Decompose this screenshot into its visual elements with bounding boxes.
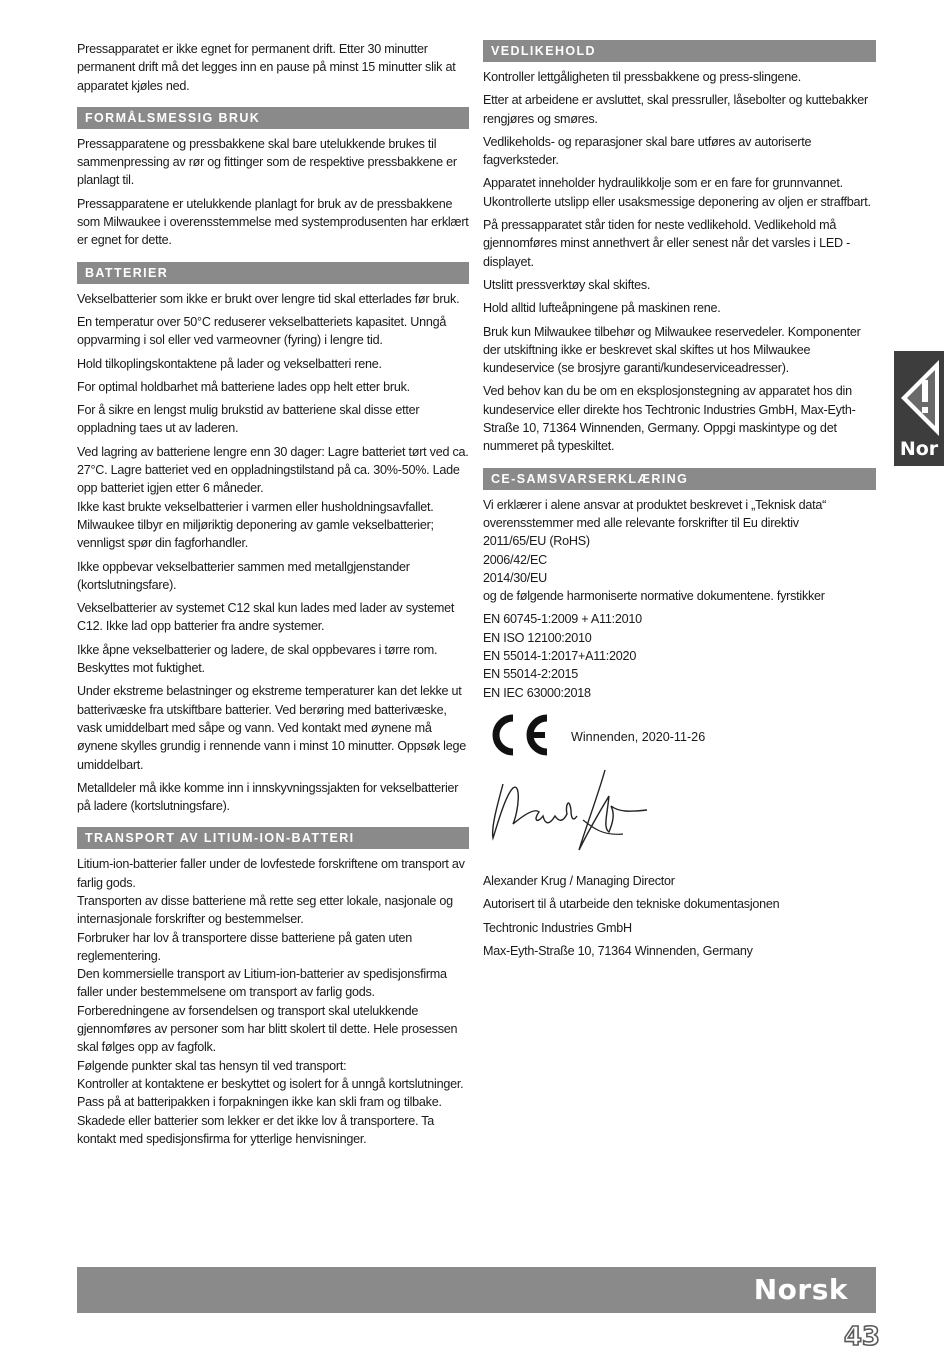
page-number: 43 (843, 1322, 880, 1352)
paragraph: En temperatur over 50°C reduserer vekselbatteriets kapasitet. Unngå oppvarming i sol eller ved varmeovner (fyring) i lengre tid. (77, 314, 447, 348)
paragraph: Pressapparatene og pressbakkene skal bare utelukkende brukes til sammenpressing av rør og fittinger som de respektive pressbakkene er planlagt til. (77, 136, 457, 188)
standard-item: EN 55014-2:2015 (483, 667, 578, 682)
paragraph: Den kommersielle transport av Litium-ion-batterier av spedisjonsfirma faller under bestemmelsene om transport av farlig gods. Forberedningene av forsendelsen og transport skal utelukkende gjennomføres av personer som har blitt skolert til dette. Hele prosessen skal følges opp av fagfolk. (77, 967, 458, 1055)
section-heading-vedlikehold: VEDLIKEHOLD (483, 40, 876, 62)
section-heading-formalsmessig-bruk: FORMÅLSMESSIG BRUK (77, 107, 469, 129)
paragraph: Transporten av disse batteriene må rette seg etter lokale, nasjonale og internasjonale forskrifter og bestemmelser. (77, 893, 453, 927)
paragraph: Vekselbatterier som ikke er brukt over lengre tid skal etterlades før bruk. (77, 291, 460, 306)
authorized-text: Autorisert til å utarbeide den tekniske dokumentasjonen (483, 897, 780, 912)
paragraph: Ved lagring av batteriene lengre enn 30 dager: Lagre batteriet tørt ved ca. 27°C. Lagre batteriet ved en oppladningstilstand på ca. 30%-50%. Lade opp batteriet igjen etter 6 måneder. (77, 444, 469, 496)
paragraph: Ved behov kan du be om en eksplosjonstegning av apparatet hos din kundeservice eller direkte hos Techtronic Industries GmbH, Max-Eyth-Straße 10, 71364 Winnenden, Germany. Oppgi maskintype og det nummeret på typeskiltet. (483, 384, 856, 454)
paragraph: Kontroller lettgåligheten til pressbakkene og press-slingene. (483, 70, 801, 84)
left-column (77, 40, 469, 1148)
ce-intro: Vi erklærer i alene ansvar at produktet beskrevet i „Teknisk data“ overensstemmer med alle relevante forskrifter til Eu direktiv (483, 497, 827, 530)
directive-item: 2006/42/EC (483, 552, 548, 567)
paragraph: Vedlikeholds- og reparasjoner skal bare utføres av autoriserte fagverksteder. (483, 134, 812, 168)
standard-item: EN IEC 63000:2018 (483, 685, 591, 700)
directive-item: 2011/65/EU (RoHS) (483, 534, 590, 549)
section-heading-transport: TRANSPORT AV LITIUM-ION-BATTERI (77, 827, 469, 849)
paragraph: Utslitt pressverktøy skal skiftes. (483, 277, 651, 292)
paragraph: Apparatet inneholder hydraulikkolje som er en fare for grunnvannet. Ukontrollerte utslipp eller usaksmessige deponering av oljen er straffbart. (483, 176, 871, 209)
intro-paragraph: Pressapparatet er ikke egnet for permanent drift. Etter 30 minutter permanent drift må det legges inn en pause på minst 15 minutter slik at apparatet kjøles ned. (77, 42, 456, 93)
paragraph: For optimal holdbarhet må batteriene lades opp helt etter bruk. (77, 379, 410, 394)
company-name: Techtronic Industries GmbH (483, 920, 632, 935)
side-tab-label: Nor (899, 438, 939, 460)
standard-item: EN 55014-1:2017+A11:2020 (483, 649, 637, 664)
signature (483, 766, 876, 866)
paragraph: Ikke åpne vekselbatterier og ladere, de skal oppbevares i tørre rom. Beskyttes mot fuktighet. (77, 642, 438, 676)
ce-mark-block (483, 708, 876, 766)
signature-icon (483, 766, 653, 866)
paragraph: Etter at arbeidene er avsluttet, skal pressruller, låsebolter og kuttebakker rengjøres og smøres. (483, 93, 868, 126)
standard-item: EN 60745-1:2009 + A11:2010 (483, 612, 642, 627)
paragraph: På pressapparatet står tiden for neste vedlikehold. Vedlikehold må gjennomføres minst annethvert år eller senest når det varsles i LED - displayet. (483, 218, 851, 269)
footer-bar (77, 1267, 876, 1313)
right-column (483, 40, 876, 965)
place-date: Winnenden, 2020-11-26 (571, 729, 706, 744)
standard-item: EN ISO 12100:2010 (483, 630, 592, 645)
paragraph: Ikke kast brukte vekselbatterier i varmen eller husholdningsavfallet. Milwaukee tilbyr en miljøriktig deponering av gamle vekselbatterier; vennligst spør din fagforhandler. (77, 499, 434, 551)
standards-intro: og de følgende harmoniserte normative dokumentene. fyrstikker (483, 589, 825, 604)
company-address: Max-Eyth-Straße 10, 71364 Winnenden, Germany (483, 943, 753, 958)
paragraph: Metalldeler må ikke komme inn i innskyvningssjakten for vekselbatterier på ladere (kortslutningsfare). (77, 780, 459, 814)
section-heading-ce: CE-SAMSVARSERKLÆRING (483, 468, 876, 490)
paragraph: For å sikre en lengst mulig brukstid av batteriene skal disse etter oppladning taes ut av laderen. (77, 403, 420, 436)
paragraph: Pressapparatene er utelukkende planlagt for bruk av de pressbakkene som Milwaukee i overensstemmelse med systemprodusenten har erklært er egnet for dette. (77, 196, 469, 248)
paragraph: Under ekstreme belastninger og ekstreme temperaturer kan det lekke ut batterivæske fra utskiftbare batterier. Ved berøring med batterivæske, vask umiddelbart med såpe og vann. Ved kontakt med øynene må øynene skylles grundig i rennende vann i minst 10 minutter. Oppsøk lege umiddelbart. (77, 684, 466, 772)
warning-icon (899, 358, 939, 436)
paragraph: Bruk kun Milwaukee tilbehør og Milwaukee reservedeler. Komponenter der utskiftning ikke er beskrevet skal skiftes ut hos Milwaukee kundeservice (se brosjyre garanti/kundeserviceadresser). (483, 324, 861, 376)
paragraph: Hold tilkoplingskontaktene på lader og vekselbatteri rene. (77, 356, 382, 371)
paragraph: Vekselbatterier av systemet C12 skal kun lades med lader av systemet C12. Ikke lad opp batterier fra andre systemer. (77, 601, 455, 634)
ce-mark-icon (487, 712, 551, 758)
directive-item: 2014/30/EU (483, 570, 548, 585)
section-heading-batterier: BATTERIER (77, 262, 469, 284)
signatory: Alexander Krug / Managing Director (483, 873, 675, 888)
paragraph: Ikke oppbevar vekselbatterier sammen med metallgjenstander (kortslutningsfare). (77, 559, 410, 592)
paragraph: Hold alltid lufteåpningene på maskinen rene. (483, 301, 721, 316)
paragraph: Kontroller at kontaktene er beskyttet og isolert for å unngå kortslutninger. Pass på at batteripakken i forpakningen ikke kan skli fram og tilbake. Skadede eller batterier som lekker er det ikke lov å transportere. Ta kontakt med spedisjonsfirma for ytterlige henvisninger. (77, 1076, 464, 1146)
paragraph: Følgende punkter skal tas hensyn til ved transport: (77, 1058, 347, 1073)
footer-language-label: Norsk (753, 1273, 848, 1306)
paragraph: Forbruker har lov å transportere disse batteriene på gaten uten reglementering. (77, 930, 412, 963)
paragraph: Litium-ion-batterier faller under de lovfestede forskriftene om transport av farlig gods. (77, 857, 465, 890)
language-side-tab (894, 351, 944, 466)
